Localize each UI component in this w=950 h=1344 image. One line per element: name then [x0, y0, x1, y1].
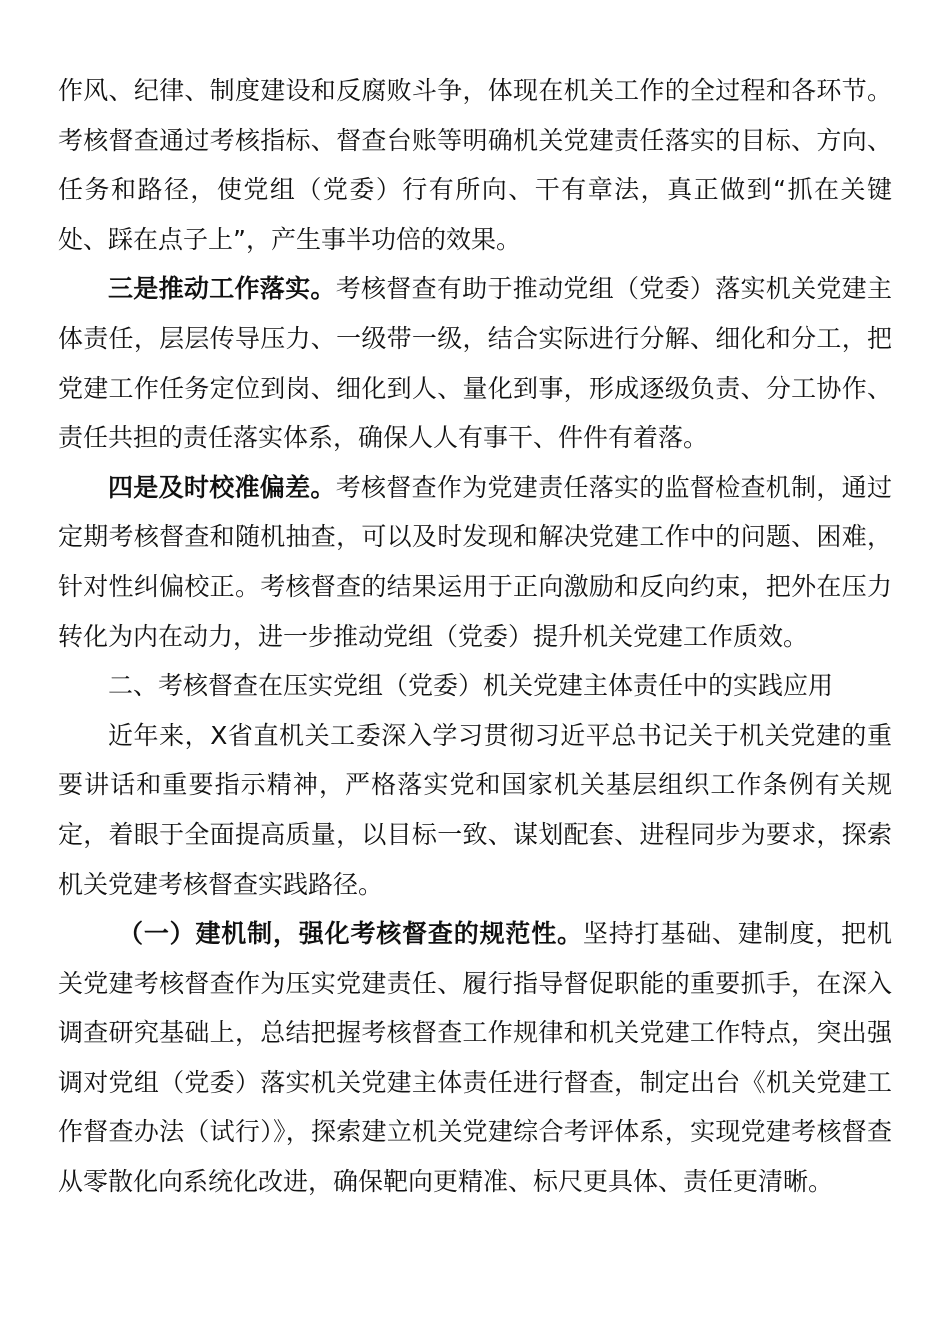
- paragraph-continuation: [58, 66, 892, 264]
- paragraph-text: 作风、纪律、制度建设和反腐败斗争，体现在机关工作的全过程和各环节。考核督查通过考核指标、督查台账等明确机关党建责任落实的目标、方向、任务和路径，使党组（党委）行有所向、干有章法，真正做到“抓在关键处、踩在点子上”，产生事半功倍的效果。: [58, 76, 892, 254]
- section-heading: [58, 661, 892, 711]
- paragraph-text: 坚持打基础、建制度，把机关党建考核督查作为压实党建责任、履行指导督促职能的重要抓手，在深入调查研究基础上，总结把握考核督查工作规律和机关党建工作特点，突出强调对党组（党委）落实机关党建主体责任进行督查，制定出台《机关党建工作督查办法（试行）》，探索建立机关党建综合考评体系，实现党建考核督查从零散化向系统化改进，确保靶向更精准、标尺更具体、责任更清晰。: [58, 919, 892, 1197]
- paragraph-text: 考核督查作为党建责任落实的监督检查机制，通过定期考核督查和随机抽查，可以及时发现和解决党建工作中的问题、困难，针对性纠偏校正。考核督查的结果运用于正向激励和反向约束，把外在压力转化为内在动力，进一步推动党组（党委）提升机关党建工作质效。: [58, 472, 892, 651]
- paragraph-lead: 三是推动工作落实。: [108, 274, 336, 304]
- paragraph-text: 近年来，X省直机关工委深入学习贯彻习近平总书记关于机关党建的重要讲话和重要指示精神，严格落实党和国家机关基层组织工作条例有关规定，着眼于全面提高质量，以目标一致、谋划配套、进程同步为要求，探索机关党建考核督查实践路径。: [58, 720, 892, 899]
- paragraph-lead: 四是及时校准偏差。: [108, 472, 336, 502]
- paragraph-intro: [58, 711, 892, 909]
- paragraph-point-four: [58, 463, 892, 661]
- paragraph-text: 考核督查有助于推动党组（党委）落实机关党建主体责任，层层传导压力、一级带一级，结合实际进行分解、细化和分工，把党建工作任务定位到岗、细化到人、量化到事，形成逐级负责、分工协作、责任共担的责任落实体系，确保人人有事干、件件有着落。: [58, 274, 892, 453]
- section-heading-text: 二、考核督查在压实党组（党委）机关党建主体责任中的实践应用: [108, 671, 834, 701]
- paragraph-subsection-one: [58, 909, 892, 1207]
- paragraph-lead: （一）建机制，强化考核督查的规范性。: [118, 919, 583, 949]
- paragraph-point-three: [58, 264, 892, 462]
